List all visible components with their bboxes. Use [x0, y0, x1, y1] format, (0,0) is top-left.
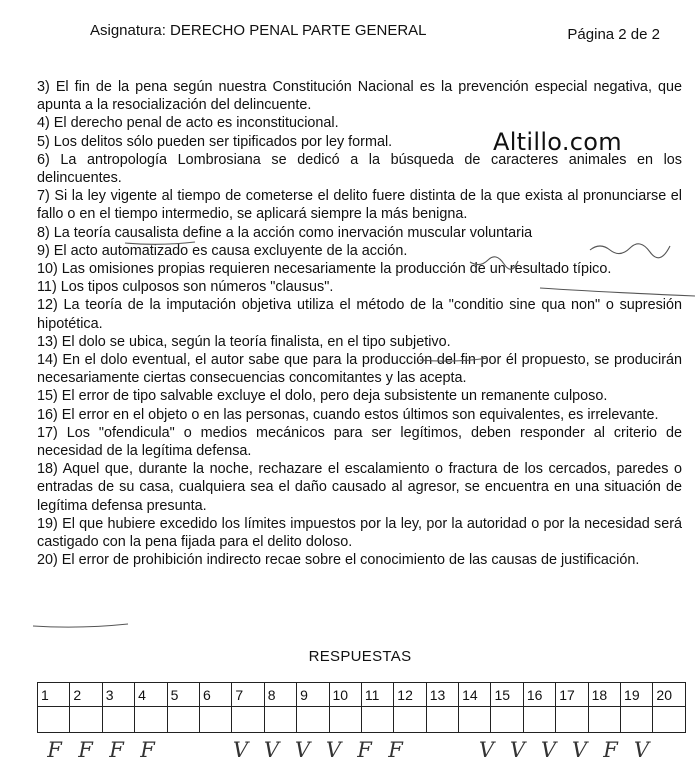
- question-20: 20) El error de prohibición indirecto recae sobre el conocimiento de las causas de justificación.: [37, 552, 640, 569]
- answer-number-cell: 3: [102, 683, 134, 707]
- question-12: 12) La teoría de la imputación objetiva utiliza el método de la "conditio sine qua non" o supresión hipotética.: [37, 297, 682, 332]
- answer-blank-cell[interactable]: [588, 707, 620, 733]
- answer-number-cell: 18: [588, 683, 620, 707]
- answers-title: RESPUESTAS: [308, 648, 412, 665]
- answer-number-cell: 8: [264, 683, 296, 707]
- handwritten-mark: V: [263, 738, 280, 762]
- question-15: 15) El error de tipo salvable excluye el dolo, pero deja subsistente un remanente culposo.: [37, 388, 608, 405]
- answer-blank-cell[interactable]: [491, 707, 523, 733]
- answer-blank-cell[interactable]: [653, 707, 685, 733]
- handwritten-mark: F: [78, 738, 93, 762]
- subject-title: Asignatura: DERECHO PENAL PARTE GENERAL: [90, 22, 427, 39]
- handwritten-mark: F: [388, 738, 403, 762]
- answer-blank-row: [38, 707, 686, 733]
- question-17: 17) Los "ofendicula" o medios mecánicos para ser legítimos, deben responder al criterio de necesidad de la legítima defensa.: [37, 424, 682, 460]
- handwritten-mark: V: [571, 738, 588, 762]
- question-11: 11) Los tipos culposos son números "clausus".: [37, 279, 334, 296]
- answer-number-cell: 9: [297, 683, 329, 707]
- answer-blank-cell[interactable]: [621, 707, 653, 733]
- handwritten-mark: F: [140, 738, 155, 762]
- answer-number-cell: 4: [135, 683, 167, 707]
- answer-blank-cell[interactable]: [426, 707, 458, 733]
- question-14: 14) En el dolo eventual, el autor sabe que para la producción del fin por él propuesto, se producirán necesariamente ciertas consecuencias concomitantes y las acepta.: [37, 352, 682, 387]
- question-9: 9) El acto automatizado es causa excluyente de la acción.: [37, 242, 408, 259]
- answer-number-cell: 20: [653, 683, 685, 707]
- answer-blank-cell[interactable]: [264, 707, 296, 733]
- answer-blank-cell[interactable]: [329, 707, 361, 733]
- answer-number-cell: 13: [426, 683, 458, 707]
- answer-number-cell: 7: [232, 683, 264, 707]
- handwritten-mark: V: [325, 738, 342, 762]
- answers-table: [37, 682, 686, 733]
- answer-number-cell: 17: [556, 683, 588, 707]
- answer-blank-cell[interactable]: [70, 707, 102, 733]
- answer-blank-cell[interactable]: [199, 707, 231, 733]
- question-4: 4) El derecho penal de acto es inconstitucional.: [37, 115, 339, 132]
- handwritten-mark: F: [109, 738, 124, 762]
- answer-blank-cell[interactable]: [523, 707, 555, 733]
- answer-blank-cell[interactable]: [556, 707, 588, 733]
- handwritten-mark: F: [357, 738, 372, 762]
- handwritten-marks-row: [37, 738, 657, 770]
- page-number: Página 2 de 2: [567, 26, 660, 43]
- answer-blank-cell[interactable]: [102, 707, 134, 733]
- handwritten-mark: V: [633, 738, 650, 762]
- handwritten-mark: F: [603, 738, 618, 762]
- question-7: 7) Si la ley vigente al tiempo de cometerse el delito fuere distinta de la que exista al pronunciarse el fallo o en el tiempo intermedio, se aplicará siempre la más benigna.: [37, 188, 682, 223]
- question-16: 16) El error en el objeto o en las personas, cuando estos últimos son equivalentes, es irrelevante.: [37, 406, 659, 423]
- answer-blank-cell[interactable]: [232, 707, 264, 733]
- question-13: 13) El dolo se ubica, según la teoría finalista, en el tipo subjetivo.: [37, 333, 451, 350]
- handwritten-mark: V: [294, 738, 311, 762]
- question-19: 19) El que hubiere excedido los límites impuestos por la ley, por la autoridad o por la necesidad será castigado con la pena fijada para el delito doloso.: [37, 515, 682, 551]
- answer-numbers-row: [38, 683, 686, 707]
- answer-blank-cell[interactable]: [167, 707, 199, 733]
- question-18: 18) Aquel que, durante la noche, rechazare el escalamiento o fractura de los cercados, paredes o entradas de su casa, cualquiera sea el daño causado al agresor, se encuentra en una situación de legítima defensa presunta.: [37, 461, 682, 514]
- answer-blank-cell[interactable]: [361, 707, 393, 733]
- question-3: 3) El fin de la pena según nuestra Constitución Nacional es la prevención especial negativa, que apunta a la resocialización del delincuente.: [37, 79, 682, 114]
- answer-number-cell: 19: [621, 683, 653, 707]
- question-8: 8) La teoría causalista define a la acción como inervación muscular voluntaria: [37, 224, 533, 241]
- watermark-logo: Altillo.com: [493, 128, 622, 156]
- answer-number-cell: 10: [329, 683, 361, 707]
- answer-number-cell: 2: [70, 683, 102, 707]
- handwritten-mark: V: [509, 738, 526, 762]
- answer-number-cell: 12: [394, 683, 426, 707]
- answer-number-cell: 11: [361, 683, 393, 707]
- question-6: 6) La antropología Lombrosiana se dedicó a la búsqueda de caracteres animales en los delincuentes.: [37, 151, 682, 187]
- answer-blank-cell[interactable]: [135, 707, 167, 733]
- answer-number-cell: 6: [199, 683, 231, 707]
- question-10: 10) Las omisiones propias requieren necesariamente la producción de un resultado típico.: [37, 261, 612, 278]
- answer-blank-cell[interactable]: [38, 707, 70, 733]
- answer-number-cell: 15: [491, 683, 523, 707]
- handwritten-mark: V: [540, 738, 557, 762]
- answer-number-cell: 14: [459, 683, 491, 707]
- answer-number-cell: 5: [167, 683, 199, 707]
- answer-blank-cell[interactable]: [297, 707, 329, 733]
- answer-blank-cell[interactable]: [459, 707, 491, 733]
- answer-number-cell: 1: [38, 683, 70, 707]
- answer-blank-cell[interactable]: [394, 707, 426, 733]
- handwritten-mark: F: [47, 738, 62, 762]
- handwritten-mark: V: [232, 738, 249, 762]
- answer-number-cell: 16: [523, 683, 555, 707]
- handwritten-mark: V: [478, 738, 495, 762]
- question-5: 5) Los delitos sólo pueden ser tipificados por ley formal.: [37, 133, 393, 150]
